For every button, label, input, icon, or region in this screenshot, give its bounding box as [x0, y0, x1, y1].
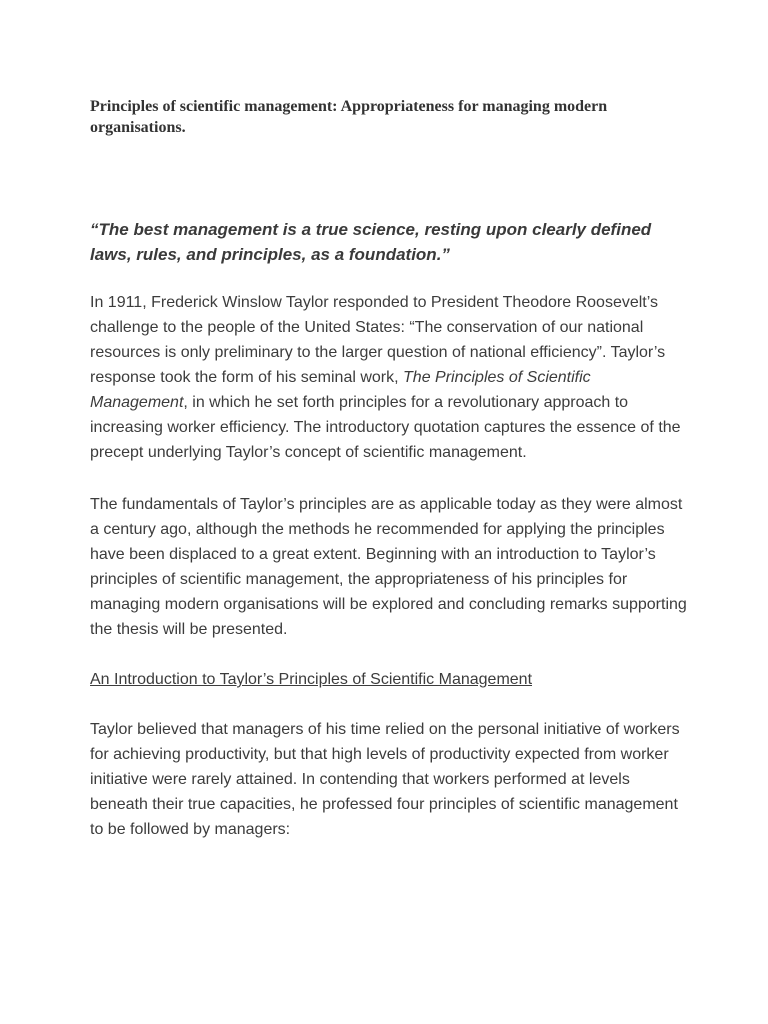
paragraph-thesis: The fundamentals of Taylor’s principles are as applicable today as they were almost a century ago, although the methods he recommended for applying the principles have been displaced to a great extent. Beginning with an introduction to Taylor’s principles of scientific management, the appropriateness of his principles for managing modern organisations will be explored and concluding remarks supporting the thesis will be presented.: [90, 496, 687, 638]
opening-quote: “The best management is a true science, resting upon clearly defined laws, rules, and principles, as a foundation.”: [90, 220, 652, 264]
document-title: Principles of scientific management: Appropriateness for managing modern organisations.: [90, 98, 608, 136]
paragraph-1-text-after: , in which he set forth principles for a revolutionary approach to increasing worker efficiency. The introductory quotation captures the essence of the precept underlying Taylor’s concept of scientific management.: [90, 394, 681, 461]
paragraph-introduction: [90, 290, 690, 465]
document-page: [90, 96, 690, 842]
paragraph-1-text-before: In 1911, Frederick Winslow Taylor responded to President Theodore Roosevelt’s challenge to the people of the United States: “The conservation of our national resources is only preliminary to the larger question of national efficiency”. Taylor’s response took the form of his seminal work,: [90, 294, 666, 386]
section-heading: An Introduction to Taylor’s Principles of Scientific Management: [90, 671, 533, 688]
book-title: The Principles of Scientific Management: [90, 369, 591, 411]
paragraph-taylor-beliefs: Taylor believed that managers of his time relied on the personal initiative of workers for achieving productivity, but that high levels of productivity expected from worker initiative were rarely attained. In contending that workers performed at levels beneath their true capacities, he professed four principles of scientific management to be followed by managers:: [90, 721, 680, 838]
